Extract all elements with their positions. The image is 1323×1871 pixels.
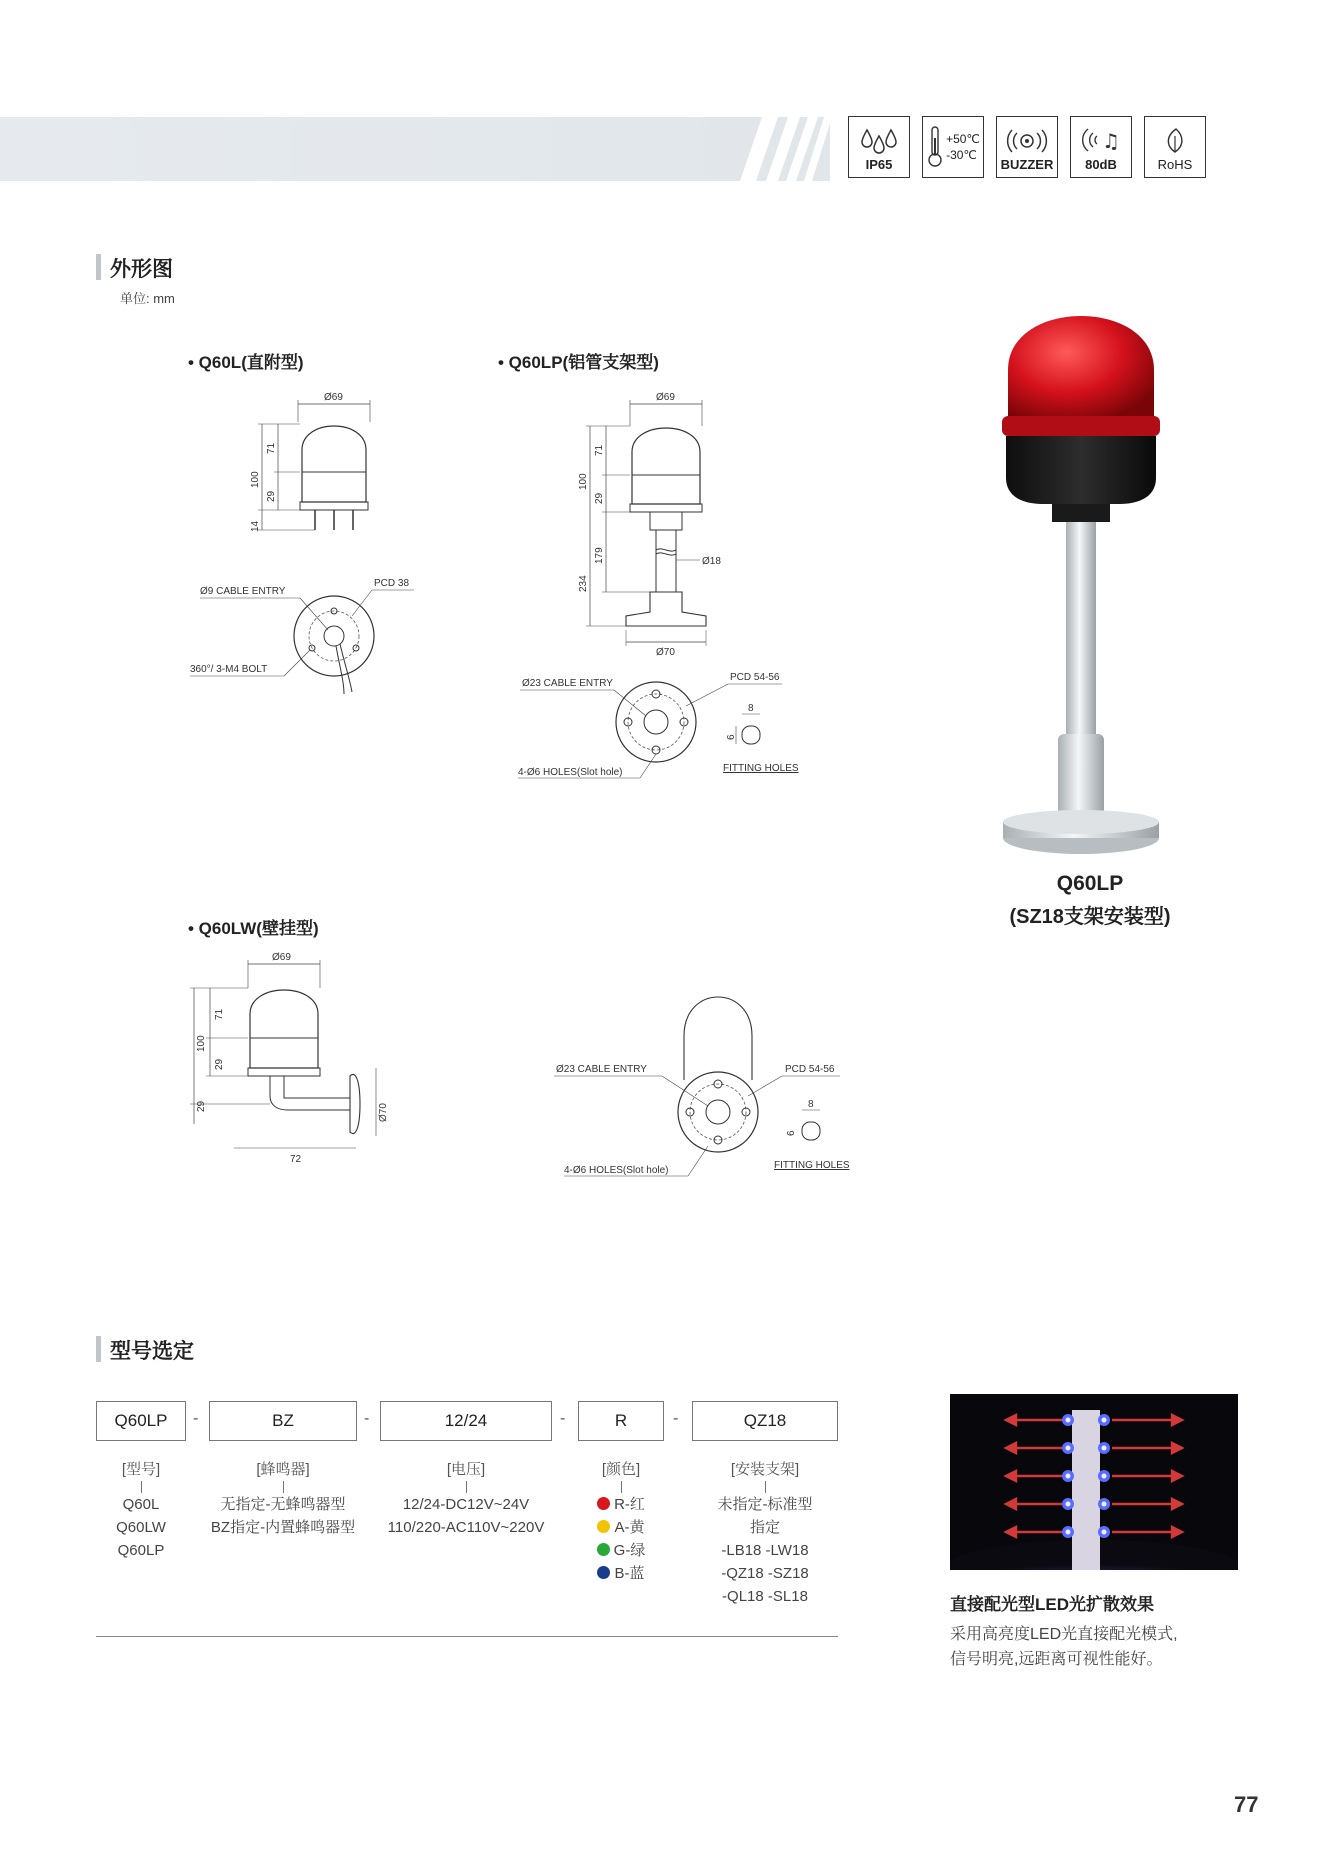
model-option: Q60L bbox=[122, 1496, 160, 1513]
q60lp-dim-234: 234 bbox=[578, 575, 589, 592]
q60lp-dim-71: 71 bbox=[594, 444, 605, 456]
model-column bbox=[96, 1458, 186, 1562]
voltage-box: 12/24 bbox=[380, 1401, 552, 1441]
bracket-column bbox=[692, 1458, 838, 1608]
q60lw-holes-label: 4-Ø6 HOLES(Slot hole) bbox=[564, 1165, 669, 1176]
color-option-red: R-红 bbox=[578, 1493, 664, 1516]
q60lw-fit-8: 8 bbox=[808, 1099, 814, 1110]
q60lp-dim-29: 29 bbox=[594, 492, 605, 504]
q60lw-drawing bbox=[180, 948, 420, 1188]
voltage-column bbox=[376, 1458, 556, 1539]
voltage-option: 110/220-AC110V~220V bbox=[387, 1519, 545, 1536]
bracket-option: 未指定-标准型 bbox=[717, 1496, 813, 1513]
color-option-blue: B-蓝 bbox=[578, 1562, 664, 1585]
color-option-amber: A-黄 bbox=[578, 1516, 664, 1539]
temp-high: +50℃ bbox=[946, 132, 980, 146]
model-box: Q60LP bbox=[96, 1401, 186, 1441]
product-photo bbox=[990, 290, 1190, 870]
section-marker-selection bbox=[96, 1336, 101, 1362]
buzzer-icon bbox=[1003, 128, 1051, 154]
thermometer-icon bbox=[926, 124, 944, 168]
bracket-option: -LB18 -LW18 bbox=[721, 1542, 809, 1559]
buzzer-option: BZ指定-内置蜂鸣器型 bbox=[210, 1519, 356, 1536]
badge-buzzer: BUZZER bbox=[996, 116, 1058, 178]
bracket-option: -QL18 -SL18 bbox=[722, 1588, 808, 1605]
separator-2: - bbox=[364, 1410, 370, 1427]
q60lw-pcd-label: PCD 54-56 bbox=[785, 1064, 835, 1075]
header-stripes-decoration bbox=[700, 117, 840, 181]
q60l-dim-71: 71 bbox=[266, 442, 277, 454]
selection-section-title: 型号选定 bbox=[110, 1340, 194, 1363]
led-effect-photo bbox=[950, 1394, 1238, 1570]
q60l-dim-100: 100 bbox=[250, 471, 261, 488]
q60l-dim-dia: Ø69 bbox=[324, 392, 343, 403]
q60l-title: • Q60L(直附型) bbox=[188, 353, 304, 372]
q60lw-fit-6: 6 bbox=[786, 1130, 797, 1136]
buzzer-column bbox=[193, 1458, 373, 1539]
q60lp-dim-pipe: Ø18 bbox=[702, 556, 721, 567]
q60lw-fit-label: FITTING HOLES bbox=[774, 1160, 850, 1171]
bracket-column-head: [安装支架] bbox=[730, 1461, 800, 1478]
bracket-option: 指定 bbox=[749, 1519, 780, 1536]
color-option-green: G-绿 bbox=[578, 1539, 664, 1562]
section-marker-outline bbox=[96, 254, 101, 280]
badge-temperature bbox=[922, 116, 984, 178]
color-column bbox=[578, 1458, 664, 1585]
q60l-dim-29: 29 bbox=[266, 490, 277, 502]
q60lp-dim-base: Ø70 bbox=[656, 647, 675, 658]
q60lp-fit-6: 6 bbox=[726, 734, 737, 740]
buzzer-option: 无指定-无蜂鸣器型 bbox=[220, 1496, 346, 1513]
badge-80db: ♫ 80dB bbox=[1070, 116, 1132, 178]
q60lw-dim-71: 71 bbox=[214, 1008, 225, 1020]
q60lw-title: • Q60LW(壁挂型) bbox=[188, 919, 319, 938]
color-column-head: [颜色] bbox=[601, 1461, 641, 1478]
model-column-head: [型号] bbox=[121, 1461, 161, 1478]
separator-4: - bbox=[673, 1410, 679, 1427]
bracket-box: QZ18 bbox=[692, 1401, 838, 1441]
q60lp-pcd-label: PCD 54-56 bbox=[730, 672, 780, 683]
voltage-option: 12/24-DC12V~24V bbox=[402, 1496, 530, 1513]
q60lw-dim-100: 100 bbox=[196, 1035, 207, 1052]
color-box: R bbox=[578, 1401, 664, 1441]
bracket-option: -QZ18 -SZ18 bbox=[721, 1565, 809, 1582]
q60lw-dim-29b: 29 bbox=[196, 1100, 207, 1112]
separator-1: - bbox=[193, 1410, 199, 1427]
product-name: Q60LP bbox=[1056, 872, 1124, 895]
q60lw-dim-base: Ø70 bbox=[378, 1103, 389, 1122]
q60lp-cable-label: Ø23 CABLE ENTRY bbox=[522, 678, 613, 689]
q60lw-dim-dia: Ø69 bbox=[272, 952, 291, 963]
svg-text:♫: ♫ bbox=[1102, 129, 1120, 153]
q60lp-dim-100: 100 bbox=[578, 473, 589, 490]
q60l-cable-label: Ø9 CABLE ENTRY bbox=[200, 586, 286, 597]
badge-rohs: RoHS bbox=[1144, 116, 1206, 178]
outline-section-title: 外形图 bbox=[110, 258, 173, 281]
unit-label: 单位: mm bbox=[120, 291, 175, 306]
q60lw-dim-29a: 29 bbox=[214, 1058, 225, 1070]
q60lp-fit-label: FITTING HOLES bbox=[723, 763, 799, 774]
separator-3: - bbox=[560, 1410, 566, 1427]
q60l-drawing bbox=[180, 380, 450, 710]
badge-ip65: IP65 bbox=[848, 116, 910, 178]
buzzer-column-head: [蜂鸣器] bbox=[256, 1461, 310, 1478]
q60lw-bottom-drawing bbox=[540, 980, 880, 1180]
sound-level-icon bbox=[1078, 126, 1124, 154]
selection-divider bbox=[96, 1636, 838, 1637]
temp-low: -30℃ bbox=[946, 148, 977, 162]
voltage-column-head: [电压] bbox=[446, 1461, 486, 1478]
q60l-bolt-label: 360°/ 3-M4 BOLT bbox=[190, 664, 268, 675]
q60lp-title: • Q60LP(铝管支架型) bbox=[498, 353, 659, 372]
model-option: Q60LW bbox=[116, 1519, 166, 1536]
led-feature-desc: 采用高亮度LED光直接配光模式, 信号明亮,远距离可视性能好。 bbox=[950, 1626, 1178, 1668]
q60lp-dim-dia: Ø69 bbox=[656, 392, 675, 403]
q60lp-drawing bbox=[490, 380, 830, 790]
leaf-icon bbox=[1160, 126, 1190, 154]
q60lp-holes-label: 4-Ø6 HOLES(Slot hole) bbox=[518, 767, 623, 778]
page-number: 77 bbox=[1234, 1792, 1259, 1817]
water-drops-icon bbox=[859, 128, 899, 154]
q60lp-fit-8: 8 bbox=[748, 703, 754, 714]
q60l-dim-14: 14 bbox=[250, 520, 261, 532]
q60lw-cable-label: Ø23 CABLE ENTRY bbox=[556, 1064, 647, 1075]
product-subtitle: (SZ18支架安装型) bbox=[1009, 906, 1171, 928]
q60lw-dim-arm: 72 bbox=[290, 1154, 302, 1165]
buzzer-box: BZ bbox=[209, 1401, 357, 1441]
q60l-pcd-label: PCD 38 bbox=[374, 578, 410, 589]
model-option: Q60LP bbox=[117, 1542, 165, 1559]
q60lp-dim-179: 179 bbox=[594, 547, 605, 564]
led-feature-title: 直接配光型LED光扩散效果 bbox=[950, 1595, 1154, 1614]
